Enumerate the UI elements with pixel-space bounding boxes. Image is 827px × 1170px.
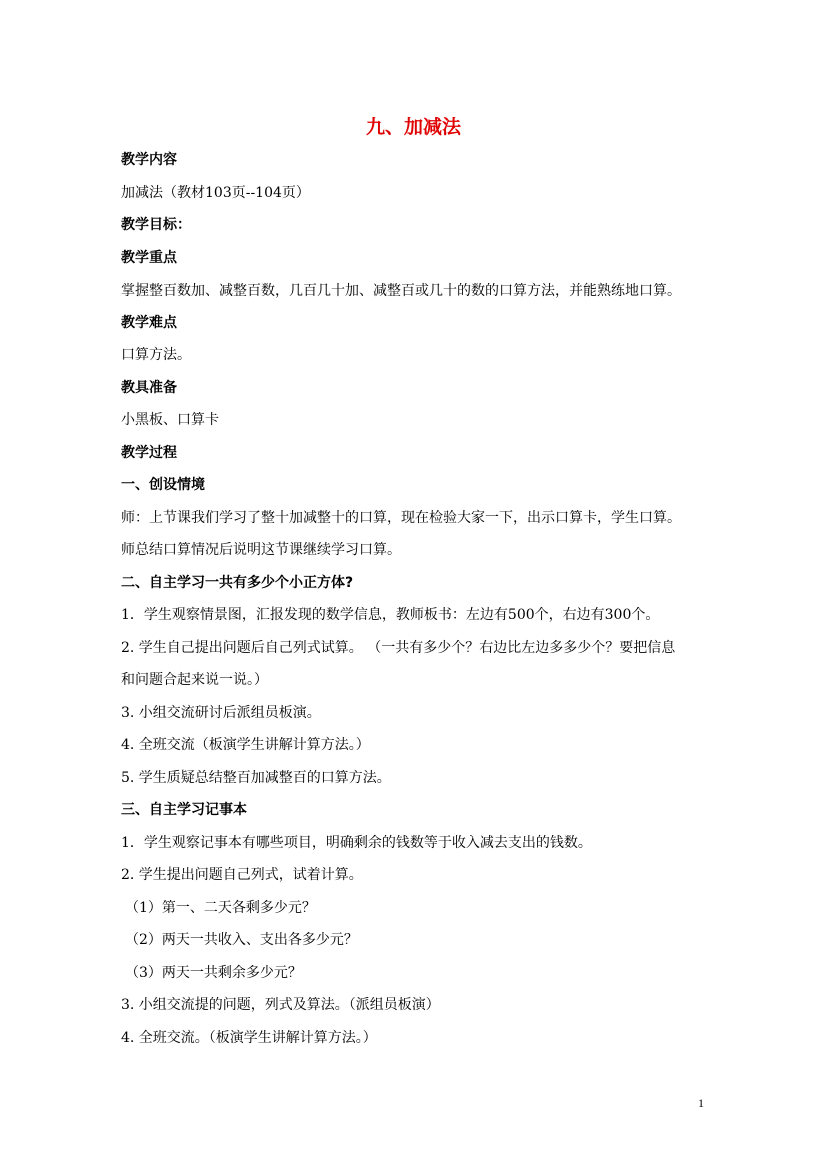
page-number: 1 <box>698 1096 704 1110</box>
body-text: 3. 小组交流研讨后派组员板演。 <box>121 705 321 721</box>
section-heading: 教具准备 <box>121 380 177 396</box>
body-text: （1）第一、二天各剩多少元？ <box>125 900 316 916</box>
section-heading: 教学重点 <box>121 250 177 266</box>
section-heading: 二、自主学习一共有多少个小正方体? <box>121 575 354 591</box>
body-text: 和问题合起来说一说。） <box>121 672 268 688</box>
body-text: 掌握整百数加、减整百数，几百几十加、减整百或几十的数的口算方法，并能熟练地口算。 <box>121 283 681 299</box>
body-text: 3. 小组交流提的问题，列式及算法。（派组员板演） <box>121 997 440 1013</box>
body-text: 4. 全班交流。（板演学生讲解计算方法。） <box>121 1030 377 1046</box>
body-text: 2. 学生自己提出问题后自己列式试算。 （一共有多少个？右边比左边多多少个？要把信息 <box>121 640 676 656</box>
body-text: 师总结口算情况后说明这节课继续学习口算。 <box>121 542 401 558</box>
section-heading: 一、创设情境 <box>121 477 205 493</box>
page-title: 九、加减法 <box>365 116 461 138</box>
section-heading: 教学难点 <box>121 315 177 331</box>
body-text: 4. 全班交流（板演学生讲解计算方法。） <box>121 737 370 753</box>
body-text: 加减法（教材103页--104页） <box>121 185 310 201</box>
body-text: 1．学生观察情景图，汇报发现的数学信息，教师板书：左边有500个，右边有300个。 <box>121 607 660 623</box>
section-heading: 教学过程 <box>121 445 177 461</box>
body-text: 口算方法。 <box>121 347 191 363</box>
body-text: 5. 学生质疑总结整百加减整百的口算方法。 <box>121 770 391 786</box>
body-text: 1．学生观察记事本有哪些项目，明确剩余的钱数等于收入减去支出的钱数。 <box>121 835 592 851</box>
body-text: 2. 学生提出问题自己列式，试着计算。 <box>121 867 363 883</box>
section-heading: 教学内容 <box>121 152 177 168</box>
body-text: 小黑板、口算卡 <box>121 412 219 428</box>
body-text: （2）两天一共收入、支出各多少元？ <box>125 932 358 948</box>
body-text: （3）两天一共剩余多少元？ <box>125 965 302 981</box>
body-text: 师：上节课我们学习了整十加减整十的口算，现在检验大家一下，出示口算卡，学生口算。 <box>121 510 681 526</box>
section-heading: 三、自主学习记事本 <box>121 802 247 818</box>
section-heading: 教学目标： <box>121 217 191 233</box>
